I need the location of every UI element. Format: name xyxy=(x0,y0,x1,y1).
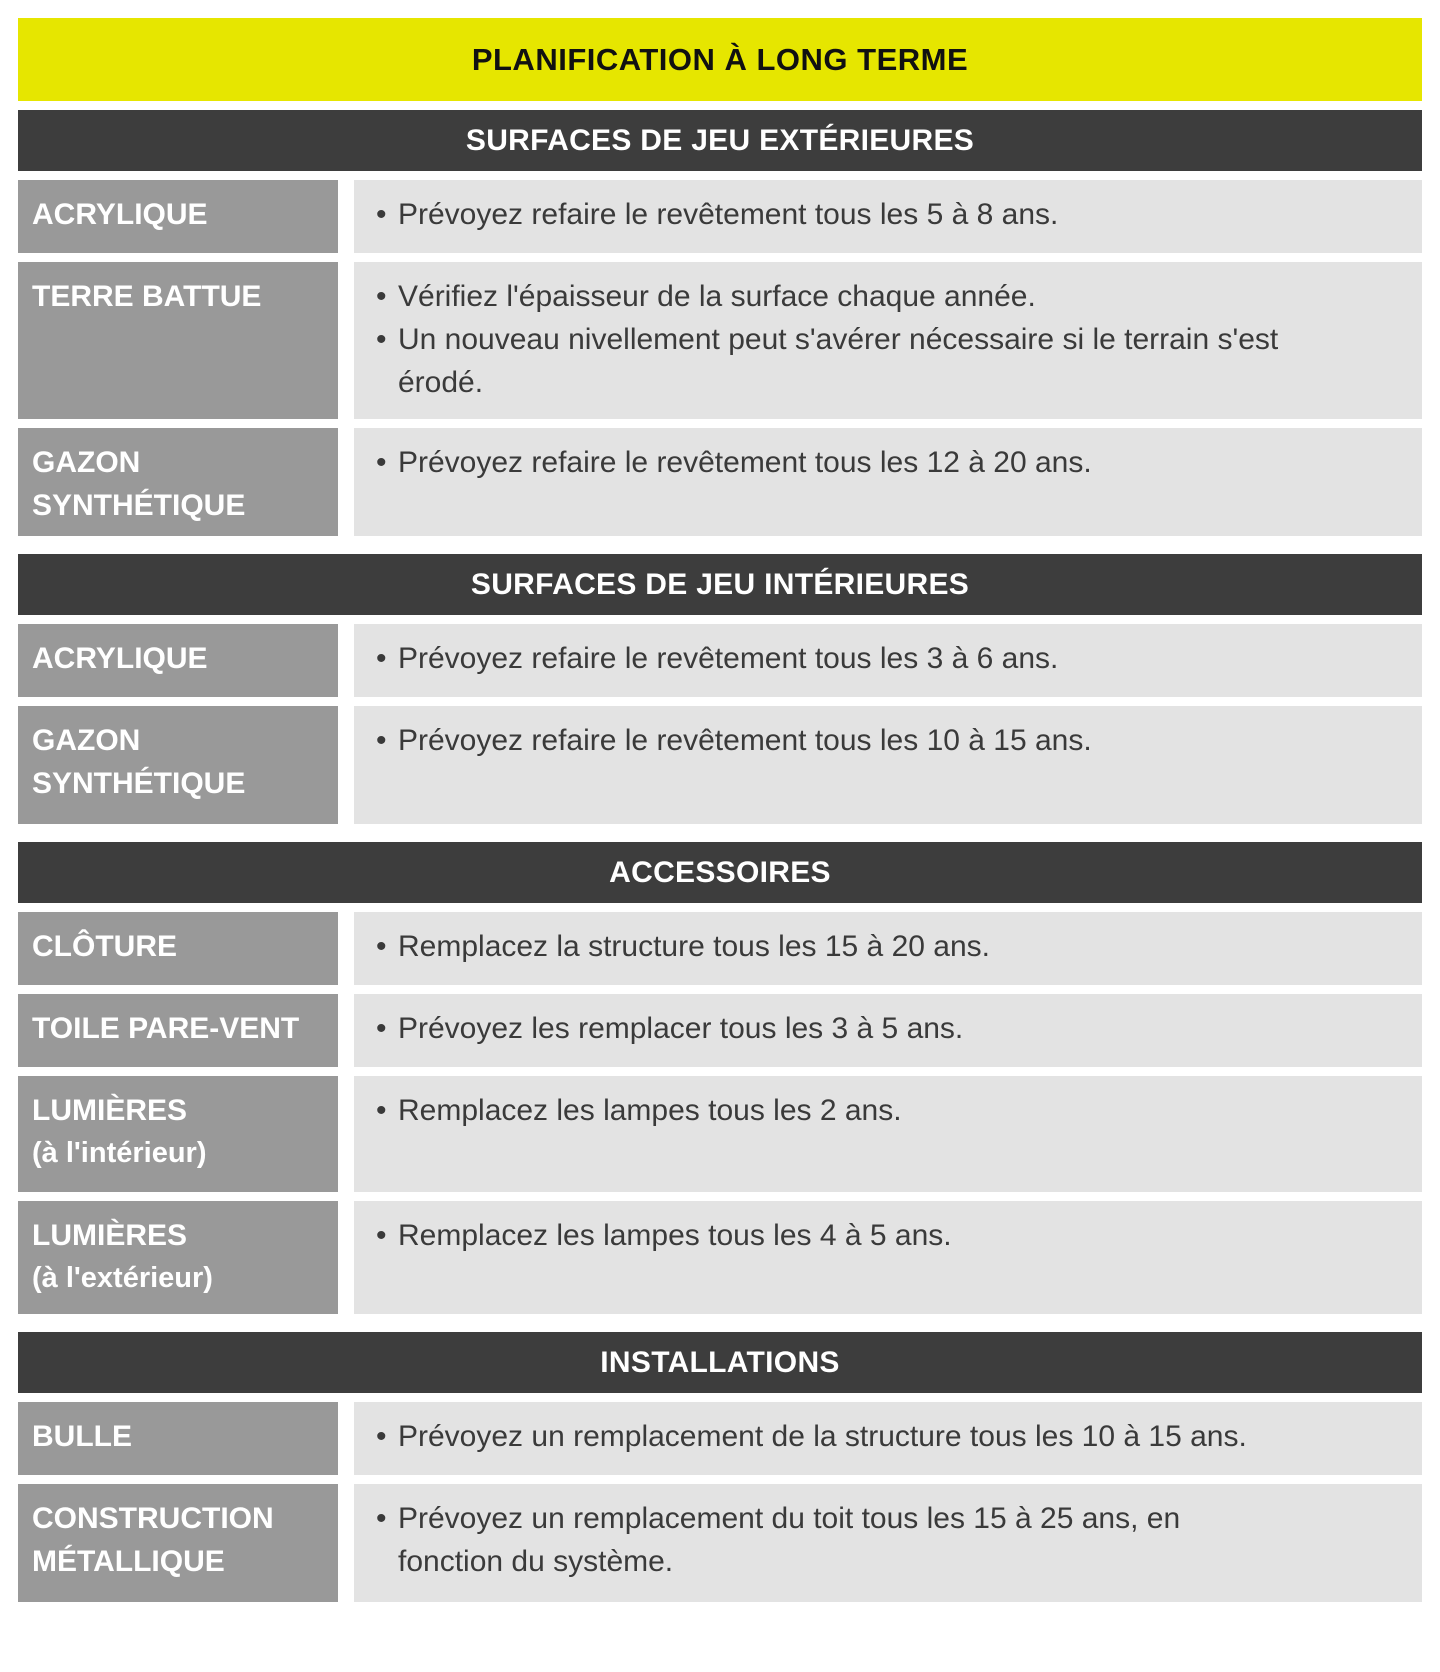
page-title: PLANIFICATION À LONG TERME xyxy=(18,18,1422,101)
row-description: • Remplacez les lampes tous les 2 ans. xyxy=(354,1076,1422,1192)
bullet-icon: • xyxy=(376,930,387,963)
table-row xyxy=(18,1201,1422,1314)
section-header-interior: SURFACES DE JEU INTÉRIEURES xyxy=(18,554,1422,615)
table-row xyxy=(18,1484,1422,1602)
table-row xyxy=(18,912,1422,985)
row-label: BULLE xyxy=(18,1402,338,1475)
table-row xyxy=(18,706,1422,824)
row-label: ACRYLIQUE xyxy=(18,180,338,253)
row-description: • Remplacez la structure tous les 15 à 20 ans. xyxy=(354,912,1422,985)
bullet-icon: • xyxy=(376,1219,387,1252)
bullet-icon: • xyxy=(376,724,387,757)
row-label: TERRE BATTUE xyxy=(18,262,338,419)
row-label: LUMIÈRES (à l'intérieur) xyxy=(18,1076,338,1192)
bullet-icon: • xyxy=(376,1094,387,1127)
row-description: • Prévoyez les remplacer tous les 3 à 5 ans. xyxy=(354,994,1422,1067)
section-header-exterior: SURFACES DE JEU EXTÉRIEURES xyxy=(18,110,1422,171)
table-row xyxy=(18,624,1422,697)
bullet-icon: • xyxy=(376,642,387,675)
row-label: ACRYLIQUE xyxy=(18,624,338,697)
row-description: • Prévoyez refaire le revêtement tous les 10 à 15 ans. xyxy=(354,706,1422,824)
bullet-icon: • xyxy=(376,1012,387,1045)
table-row xyxy=(18,1076,1422,1192)
table-row xyxy=(18,1402,1422,1475)
row-label: CLÔTURE xyxy=(18,912,338,985)
table-row xyxy=(18,180,1422,253)
bullet-icon: • xyxy=(376,280,387,313)
planning-table xyxy=(18,18,1422,1611)
row-label: CONSTRUCTION MÉTALLIQUE xyxy=(18,1484,338,1602)
table-row xyxy=(18,994,1422,1067)
bullet-icon: • xyxy=(376,198,387,231)
bullet-icon: • xyxy=(376,1420,387,1453)
section-header-installations: INSTALLATIONS xyxy=(18,1332,1422,1393)
bullet-icon: • xyxy=(376,446,387,479)
bullet-icon: • xyxy=(376,1502,387,1535)
row-label: GAZON SYNTHÉTIQUE xyxy=(18,706,338,824)
row-label: TOILE PARE-VENT xyxy=(18,994,338,1067)
row-description: • Prévoyez refaire le revêtement tous les 3 à 6 ans. xyxy=(354,624,1422,697)
table-row xyxy=(18,428,1422,536)
row-description: • Vérifiez l'épaisseur de la surface chaque année. • Un nouveau nivellement peut s'avérer nécessaire si le terrain s'est érodé. xyxy=(354,262,1422,419)
row-description: • Prévoyez refaire le revêtement tous les 12 à 20 ans. xyxy=(354,428,1422,536)
row-label: GAZON SYNTHÉTIQUE xyxy=(18,428,338,536)
row-label: LUMIÈRES (à l'extérieur) xyxy=(18,1201,338,1314)
section-header-accessories: ACCESSOIRES xyxy=(18,842,1422,903)
row-description: • Prévoyez refaire le revêtement tous les 5 à 8 ans. xyxy=(354,180,1422,253)
bullet-icon: • xyxy=(376,323,387,356)
table-row xyxy=(18,262,1422,419)
row-description: • Remplacez les lampes tous les 4 à 5 ans. xyxy=(354,1201,1422,1314)
row-description: • Prévoyez un remplacement du toit tous les 15 à 25 ans, en fonction du système. xyxy=(354,1484,1422,1602)
row-description: • Prévoyez un remplacement de la structure tous les 10 à 15 ans. xyxy=(354,1402,1422,1475)
